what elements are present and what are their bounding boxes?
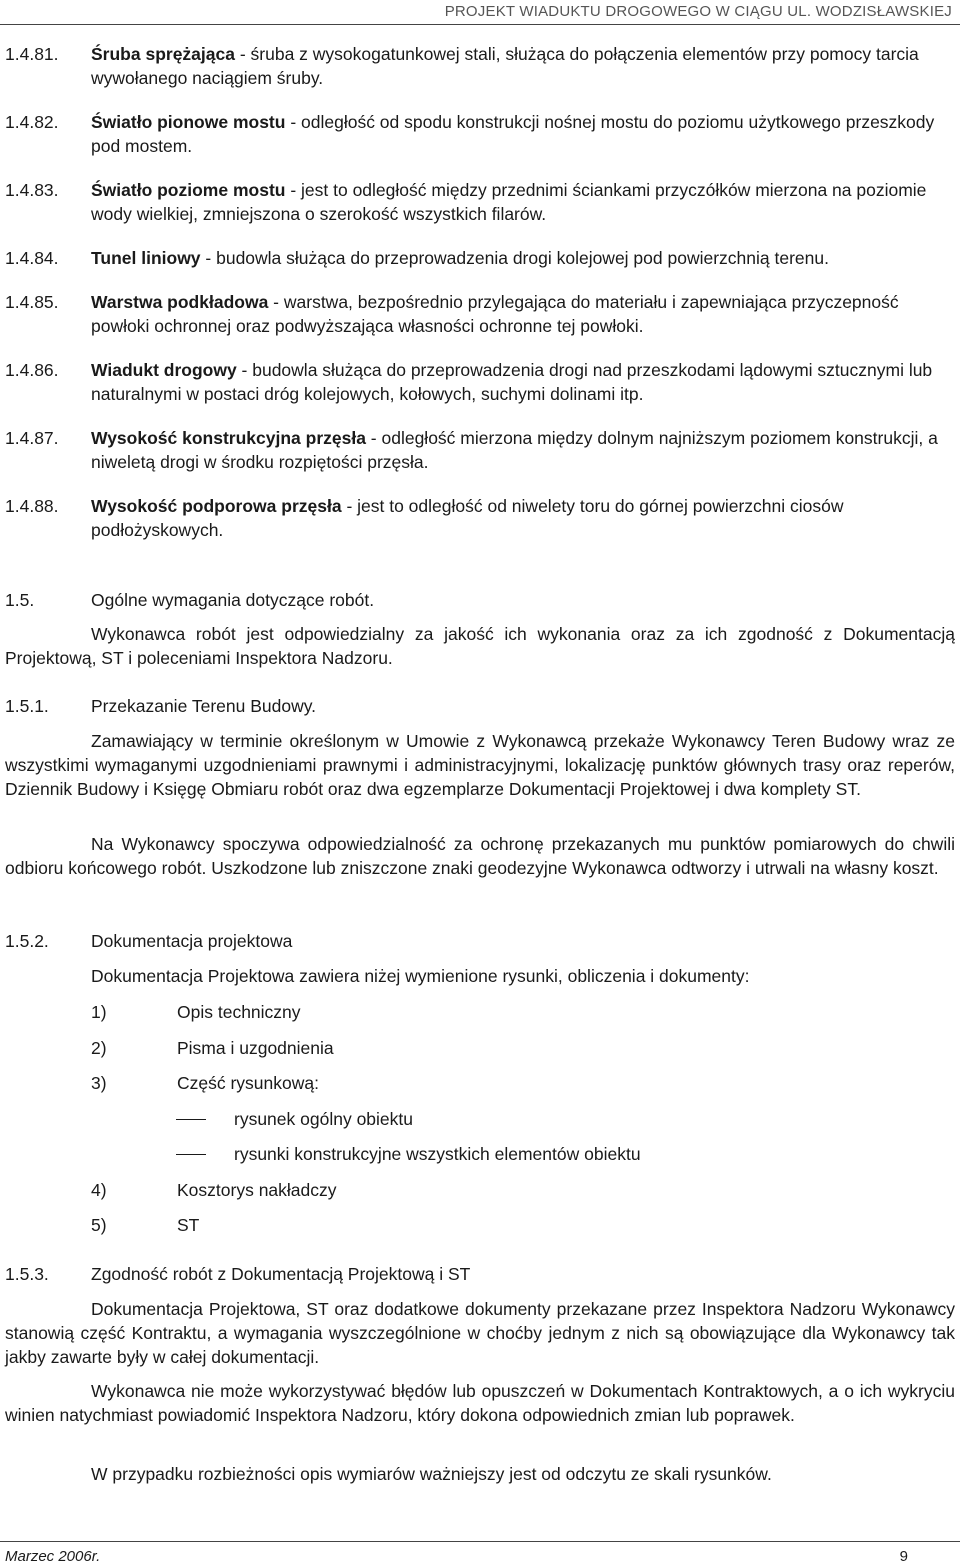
definition-body bbox=[91, 494, 955, 542]
definition-term: Śruba sprężająca bbox=[91, 44, 235, 64]
definition-body bbox=[91, 426, 955, 474]
definition-text: - śruba z wysokogatunkowej stali, służąca do połączenia elementów przy pomocy tarcia wywołanego naciągiem śruby. bbox=[91, 44, 919, 88]
section-title: Zgodność robót z Dokumentacją Projektową i ST bbox=[91, 1264, 471, 1284]
definition-body bbox=[91, 246, 955, 270]
definition-item bbox=[5, 426, 955, 474]
definition-item bbox=[5, 42, 955, 90]
section-heading-1-5 bbox=[5, 588, 955, 612]
definition-term: Wysokość konstrukcyjna przęsła bbox=[91, 428, 366, 448]
list-item-text: Część rysunkową: bbox=[177, 1073, 319, 1093]
paragraph: Wykonawca nie może wykorzystywać błędów lub opuszczeń w Dokumentach Kontraktowych, a o ich wykryciu winien natychmiast powiadomić Inspektora Nadzoru, który dokona odpowiednich zmian lub poprawek. bbox=[5, 1381, 955, 1425]
list-marker: 3) bbox=[91, 1073, 107, 1093]
paragraph: W przypadku rozbieżności opis wymiarów ważniejszy jest od odczytu ze skali rysunków. bbox=[91, 1464, 772, 1484]
section-number: 1.5. bbox=[5, 590, 35, 610]
list-item-text: Opis techniczny bbox=[177, 1002, 301, 1022]
definition-term: Warstwa podkładowa bbox=[91, 292, 269, 312]
section-heading-1-5-1 bbox=[5, 694, 955, 718]
definition-body bbox=[91, 178, 955, 226]
paragraph: Zamawiający w terminie określonym w Umowie z Wykonawcą przekaże Wykonawcy Teren Budowy wraz ze wszystkimi wymaganymi uzgodnieniami prawnymi i administracyjnymi, lokalizację punktów głównych trasy oraz reperów, Dziennik Budowy i Księgę Obmiaru robót oraz dwa egzemplarze Dokumentacji Projektowej i dwa komplety ST. bbox=[5, 731, 955, 799]
list-item-text: Pisma i uzgodnienia bbox=[177, 1038, 334, 1058]
definition-term: Światło poziome mostu bbox=[91, 180, 286, 200]
definition-term: Wysokość podporowa przęsła bbox=[91, 496, 342, 516]
sub-list-item bbox=[176, 1107, 413, 1131]
dash-bullet bbox=[176, 1119, 206, 1120]
paragraph: Wykonawca robót jest odpowiedzialny za jakość ich wykonania oraz za ich zgodność z Dokumentacją Projektową, ST i poleceniami Inspektora Nadzoru. bbox=[5, 624, 955, 668]
list-item bbox=[91, 1213, 199, 1237]
definition-item bbox=[5, 246, 955, 270]
definition-term: Wiadukt drogowy bbox=[91, 360, 237, 380]
definition-item bbox=[5, 358, 955, 406]
section-title: Ogólne wymagania dotyczące robót. bbox=[91, 590, 375, 610]
definition-text: - jest to odległość między przednimi ściankami przyczółków mierzona na poziomie wody wielkiej, zmniejszona o szerokość wszystkich filarów. bbox=[91, 180, 927, 224]
section-number: 1.5.3. bbox=[5, 1264, 49, 1284]
definitions-list bbox=[5, 42, 955, 562]
list-item-text: ST bbox=[177, 1215, 200, 1235]
footer-date: Marzec 2006r. bbox=[5, 1548, 101, 1565]
definition-body bbox=[91, 290, 955, 338]
definition-term: Światło pionowe mostu bbox=[91, 112, 286, 132]
section-number: 1.5.1. bbox=[5, 696, 49, 716]
sub-list-item bbox=[176, 1142, 641, 1166]
section-heading-1-5-3 bbox=[5, 1262, 955, 1286]
definition-body bbox=[91, 358, 955, 406]
page-number: 9 bbox=[899, 1548, 908, 1565]
list-marker: 1) bbox=[91, 1002, 107, 1022]
definition-body bbox=[91, 110, 955, 158]
definition-term: Tunel liniowy bbox=[91, 248, 201, 268]
paragraph: Dokumentacja Projektowa, ST oraz dodatkowe dokumenty przekazane przez Inspektora Nadzoru Wykonawcy stanowią część Kontraktu, a wymagania wyszczególnione w choćby jednym z nich są obowiązujące dla Wykonawcy tak jakby zawarte były w całej dokumentacji. bbox=[5, 1299, 955, 1367]
definition-number: 1.4.88. bbox=[5, 496, 59, 516]
definition-text: - odległość mierzona między dolnym najniższym poziomem konstrukcji, a niweletą drogi w środku rozpiętości przęsła. bbox=[91, 428, 938, 472]
definition-item bbox=[5, 494, 955, 542]
definition-item bbox=[5, 290, 955, 338]
definition-text: - warstwa, bezpośrednio przylegająca do materiału i zapewniająca przyczepność powłoki ochronnej oraz podwyższająca własności ochronne tej powłoki. bbox=[91, 292, 899, 336]
dash-bullet bbox=[176, 1154, 206, 1155]
definition-number: 1.4.84. bbox=[5, 248, 59, 268]
definition-text: - odległość od spodu konstrukcji nośnej mostu do poziomu użytkowego przeszkody pod mostem. bbox=[91, 112, 935, 156]
definition-body bbox=[91, 42, 955, 90]
running-header: PROJEKT WIADUKTU DROGOWEGO W CIĄGU UL. WODZISŁAWSKIEJ bbox=[444, 3, 952, 20]
definition-number: 1.4.82. bbox=[5, 112, 59, 132]
section-heading-1-5-2 bbox=[5, 929, 955, 953]
definition-text: - budowla służąca do przeprowadzenia drogi kolejowej pod powierzchnią terenu. bbox=[200, 248, 829, 268]
definition-number: 1.4.86. bbox=[5, 360, 59, 380]
list-marker: 5) bbox=[91, 1215, 107, 1235]
definition-text: - jest to odległość od niwelety toru do górnej powierzchni ciosów podłożyskowych. bbox=[91, 496, 844, 540]
footer-rule bbox=[0, 1541, 960, 1542]
paragraph: Na Wykonawcy spoczywa odpowiedzialność za ochronę przekazanych mu punktów pomiarowych do chwili odbioru końcowego robót. Uszkodzone lub zniszczone znaki geodezyjne Wykonawca odtworzy i utrwali na własny koszt. bbox=[5, 834, 955, 878]
definition-item bbox=[5, 178, 955, 226]
list-item bbox=[91, 1000, 301, 1024]
definition-number: 1.4.81. bbox=[5, 44, 59, 64]
definition-text: - budowla służąca do przeprowadzenia drogi nad przeszkodami lądowymi sztucznymi lub naturalnymi w postaci dróg kolejowych, kołowych, suchymi dolinami itp. bbox=[91, 360, 933, 404]
definition-number: 1.4.83. bbox=[5, 180, 59, 200]
definition-number: 1.4.87. bbox=[5, 428, 59, 448]
list-item bbox=[91, 1071, 319, 1095]
header-rule bbox=[0, 24, 960, 25]
list-marker: 2) bbox=[91, 1038, 107, 1058]
section-title: Dokumentacja projektowa bbox=[91, 931, 293, 951]
definition-item bbox=[5, 110, 955, 158]
paragraph: Dokumentacja Projektowa zawiera niżej wymienione rysunki, obliczenia i dokumenty: bbox=[91, 966, 750, 986]
definition-number: 1.4.85. bbox=[5, 292, 59, 312]
sub-list-item-text: rysunek ogólny obiektu bbox=[234, 1109, 413, 1129]
list-item bbox=[91, 1036, 334, 1060]
sub-list-item-text: rysunki konstrukcyjne wszystkich elementów obiektu bbox=[234, 1144, 641, 1164]
list-item bbox=[91, 1178, 337, 1202]
section-title: Przekazanie Terenu Budowy. bbox=[91, 696, 317, 716]
list-item-text: Kosztorys nakładczy bbox=[177, 1180, 337, 1200]
section-number: 1.5.2. bbox=[5, 931, 49, 951]
list-marker: 4) bbox=[91, 1180, 107, 1200]
